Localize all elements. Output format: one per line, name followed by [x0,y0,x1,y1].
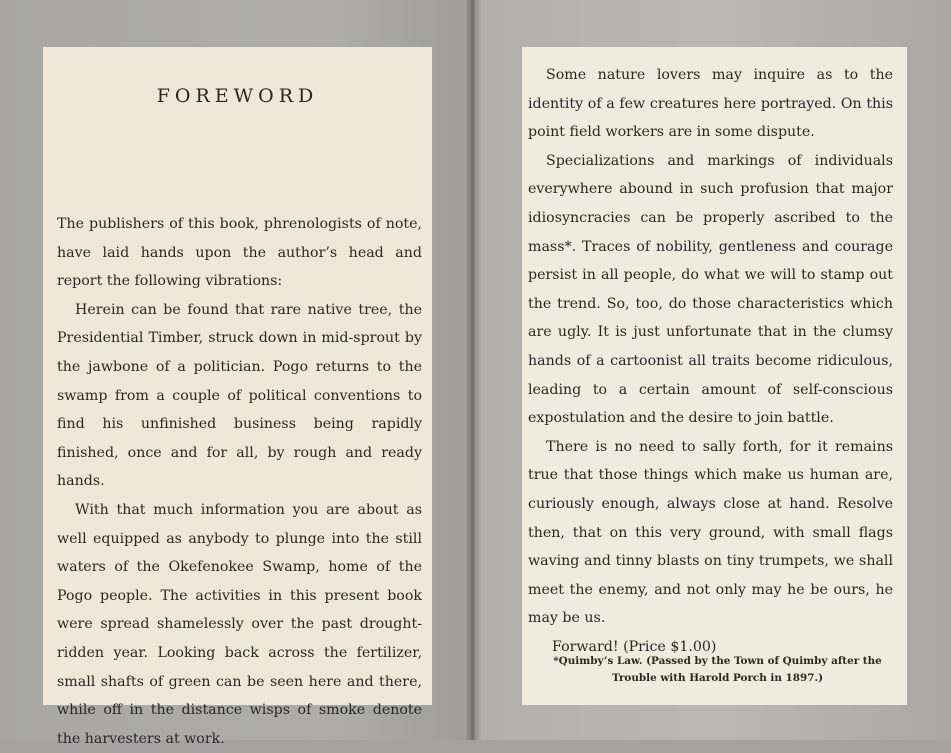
signoff: Forward! (Price $1.00) [552,638,717,655]
footnote [536,653,899,687]
left-page [43,47,432,747]
paragraph: Some nature lovers may inquire as to the identity of a few creatures here portrayed. On this point field workers are in some dispute. [528,67,893,141]
right-page-body [528,61,893,661]
footnote-line: Trouble with Harold Porch in 1897.) [611,672,824,684]
book-gutter [466,0,482,740]
left-page-body [57,210,422,753]
paragraph: Herein can be found that rare native tree, the Presidential Timber, struck down in mid-sprout by the jawbone of a politician. Pogo returns to the swamp from a couple of political conventions to find his unfinished business being rapidly finished, once and for all, by rough and ready hands. [57,301,422,490]
right-page [522,47,907,705]
paragraph: With that much information you are about as well equipped as anybody to plunge into the still waters of the Okefenokee Swamp, home of the Pogo people. The activities in this present book were spread shamelessly over the past drought-ridden year. Looking back across the fertilizer, small shafts of green can be seen here and there, while off in the distance wisps of smoke denote the harvesters at work. [57,501,422,747]
footnote-line: *Quimby’s Law. (Passed by the Town of Quimby after the [553,655,882,667]
paragraph: Specializations and markings of individuals everywhere abound in such profusion that major idiosyncracies can be properly ascribed to the mass*. Traces of nobility, gentleness and courage persist in all people, do what we will to stamp out the trend. So, too, do those characteristics which are ugly. It is just unfortunate that in the clumsy hands of a cartoonist all traits become ridiculous, leading to a certain amount of self-conscious expostulation and the desire to join battle. [528,152,893,427]
paragraph: The publishers of this book, phrenologists of note, have laid hands upon the author’s head and report the following vibrations: [57,216,422,290]
paragraph: There is no need to sally forth, for it remains true that those things which make us human are, curiously enough, always close at hand. Resolve then, that on this very ground, with small flags waving and tinny blasts on tiny trumpets, we shall meet the enemy, and not only may he be ours, he may be us. [528,438,893,627]
page-title: FOREWORD [156,85,319,107]
